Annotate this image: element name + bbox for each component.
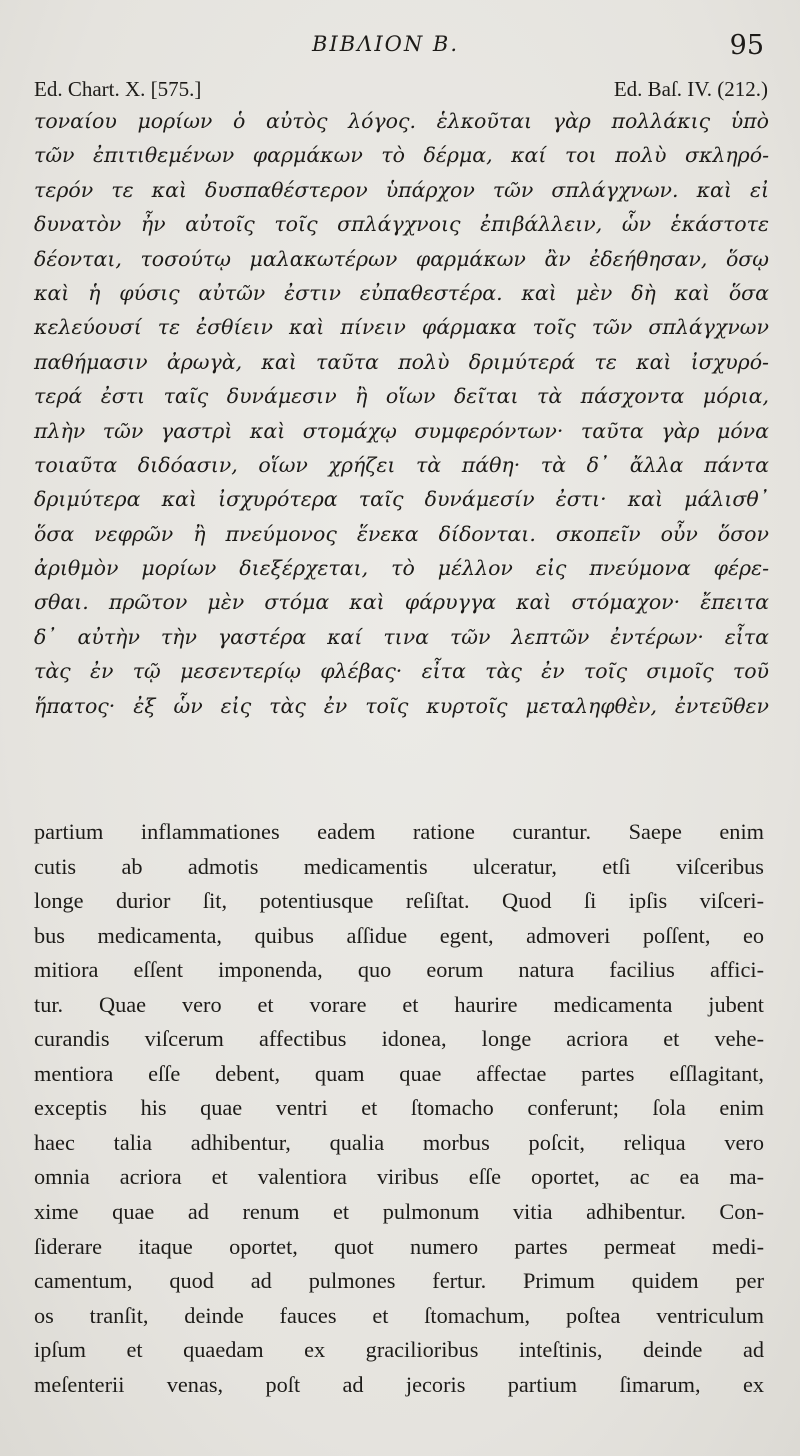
latin-line: partium inflammationes eadem ratione curantur. Saepe enim <box>34 819 764 844</box>
latin-line: longe durior ſit, potentiusque reſiſtat. Quod ſi ipſis viſceri- <box>34 888 764 914</box>
greek-line: τερά ἐστι ταῖς δυνάμεσιν ἢ οἵων δεῖται τὰ πάσχοντα μόρια, <box>34 384 769 409</box>
latin-line: tur. Quae vero et vorare et haurire medicamenta jubent <box>34 991 764 1017</box>
latin-line: ipſum et quaedam ex gracilioribus inteſtinis, deinde ad <box>34 1337 764 1363</box>
greek-line: σθαι. πρῶτον μὲν στόμα καὶ φάρυγγα καὶ στόμαχον· ἔπειτα <box>34 590 769 615</box>
latin-line: cutis ab admotis medicamentis ulceratur, etſi viſceribus <box>34 853 764 879</box>
greek-line: δριμύτερα καὶ ἰσχυρότερα ταῖς δυνάμεσίν ἐστι· καὶ μάλισθ᾽ <box>34 487 769 512</box>
greek-line: δέονται, τοσούτῳ μαλακωτέρων φαρμάκων ἂν ἐδεήθησαν, ὅσῳ <box>34 246 769 271</box>
greek-line: τοιαῦτα διδόασιν, οἵων χρήζει τὰ πάθη· τὰ δ᾽ ἄλλα πάντα <box>34 452 769 477</box>
greek-line: τερόν τε καὶ δυσπαθέστερον ὑπάρχον τῶν σπλάγχνων. καὶ εἰ <box>34 177 769 202</box>
greek-line: ἥπατος· ἐξ ὧν εἰς τὰς ἐν τοῖς κυρτοῖς μεταληφθὲν, ἐντεῦθεν <box>34 693 769 718</box>
greek-line: τὰς ἐν τῷ μεσεντερίῳ φλέβας· εἶτα τὰς ἐν τοῖς σιμοῖς τοῦ <box>34 659 769 684</box>
greek-line: δ᾽ αὐτὴν τὴν γαστέρα καί τινα τῶν λεπτῶν ἐντέρων· εἶτα <box>34 624 769 649</box>
edition-chartier-reference: Ed. Chart. X. [575.] <box>34 77 202 101</box>
latin-line: ſiderare itaque oportet, quot numero partes permeat medi- <box>34 1233 764 1259</box>
latin-line: mentiora eſſe debent, quam quae affectae partes eſſlagitant, <box>34 1060 764 1086</box>
latin-line: exceptis his quae ventri et ſtomacho conferunt; ſola enim <box>34 1095 764 1121</box>
greek-line: παθήμασιν ἀρωγὰ, καὶ ταῦτα πολὺ δριμύτερά τε καὶ ἰσχυρό- <box>34 349 769 374</box>
latin-text-block <box>34 815 764 1402</box>
greek-line: πλὴν τῶν γαστρὶ καὶ στομάχῳ συμφερόντων· ταῦτα γὰρ μόνα <box>34 418 769 443</box>
latin-line: haec talia adhibentur, qualia morbus poſcit, reliqua vero <box>34 1129 764 1155</box>
running-head <box>0 30 800 66</box>
greek-line: καὶ ἡ φύσις αὐτῶν ἐστιν εὐπαθεστέρα. καὶ μὲν δὴ καὶ ὅσα <box>34 280 769 305</box>
latin-line: os tranſit, deinde fauces et ſtomachum, poſtea ventriculum <box>34 1302 764 1328</box>
edition-basel-reference: Ed. Baſ. IV. (212.) <box>613 77 768 101</box>
book-title: ΒΙΒΛΙΟΝ Β. <box>312 32 459 56</box>
greek-line: δυνατὸν ἦν αὐτοῖς τοῖς σπλάγχνοις ἐπιβάλλειν, ὧν ἑκάστοτε <box>34 212 769 237</box>
latin-line: mitiora eſſent imponenda, quo eorum natura facilius affici- <box>34 957 764 983</box>
latin-line: curandis viſcerum affectibus idonea, longe acriora et vehe- <box>34 1026 764 1052</box>
latin-line: camentum, quod ad pulmones fertur. Primum quidem per <box>34 1268 764 1294</box>
latin-line: omnia acriora et valentiora viribus eſſe oportet, ac ea ma- <box>34 1164 764 1190</box>
greek-line: ὅσα νεφρῶν ἢ πνεύμονος ἕνεκα δίδονται. σκοπεῖν οὖν ὅσον <box>34 521 769 546</box>
greek-line: κελεύουσί τε ἐσθίειν καὶ πίνειν φάρμακα τοῖς τῶν σπλάγχνων <box>34 315 769 340</box>
latin-line: bus medicamenta, quibus aſſidue egent, admoveri poſſent, eo <box>34 922 764 948</box>
latin-line: meſenterii venas, poſt ad jecoris partium ſimarum, ex <box>34 1371 764 1397</box>
edition-references <box>34 77 768 105</box>
page-number: 95 <box>729 30 764 61</box>
greek-line: ἀριθμὸν μορίων διεξέρχεται, τὸ μέλλον εἰς πνεύμονα φέρε- <box>34 556 769 581</box>
greek-line: τοναίου μορίων ὁ αὐτὸς λόγος. ἑλκοῦται γὰρ πολλάκις ὑπὸ <box>34 109 769 133</box>
latin-line: xime quae ad renum et pulmonum vitia adhibentur. Con- <box>34 1199 764 1225</box>
greek-text-block <box>34 104 769 723</box>
greek-line: τῶν ἐπιτιθεμένων φαρμάκων τὸ δέρμα, καί τοι πολὺ σκληρό- <box>34 143 769 168</box>
